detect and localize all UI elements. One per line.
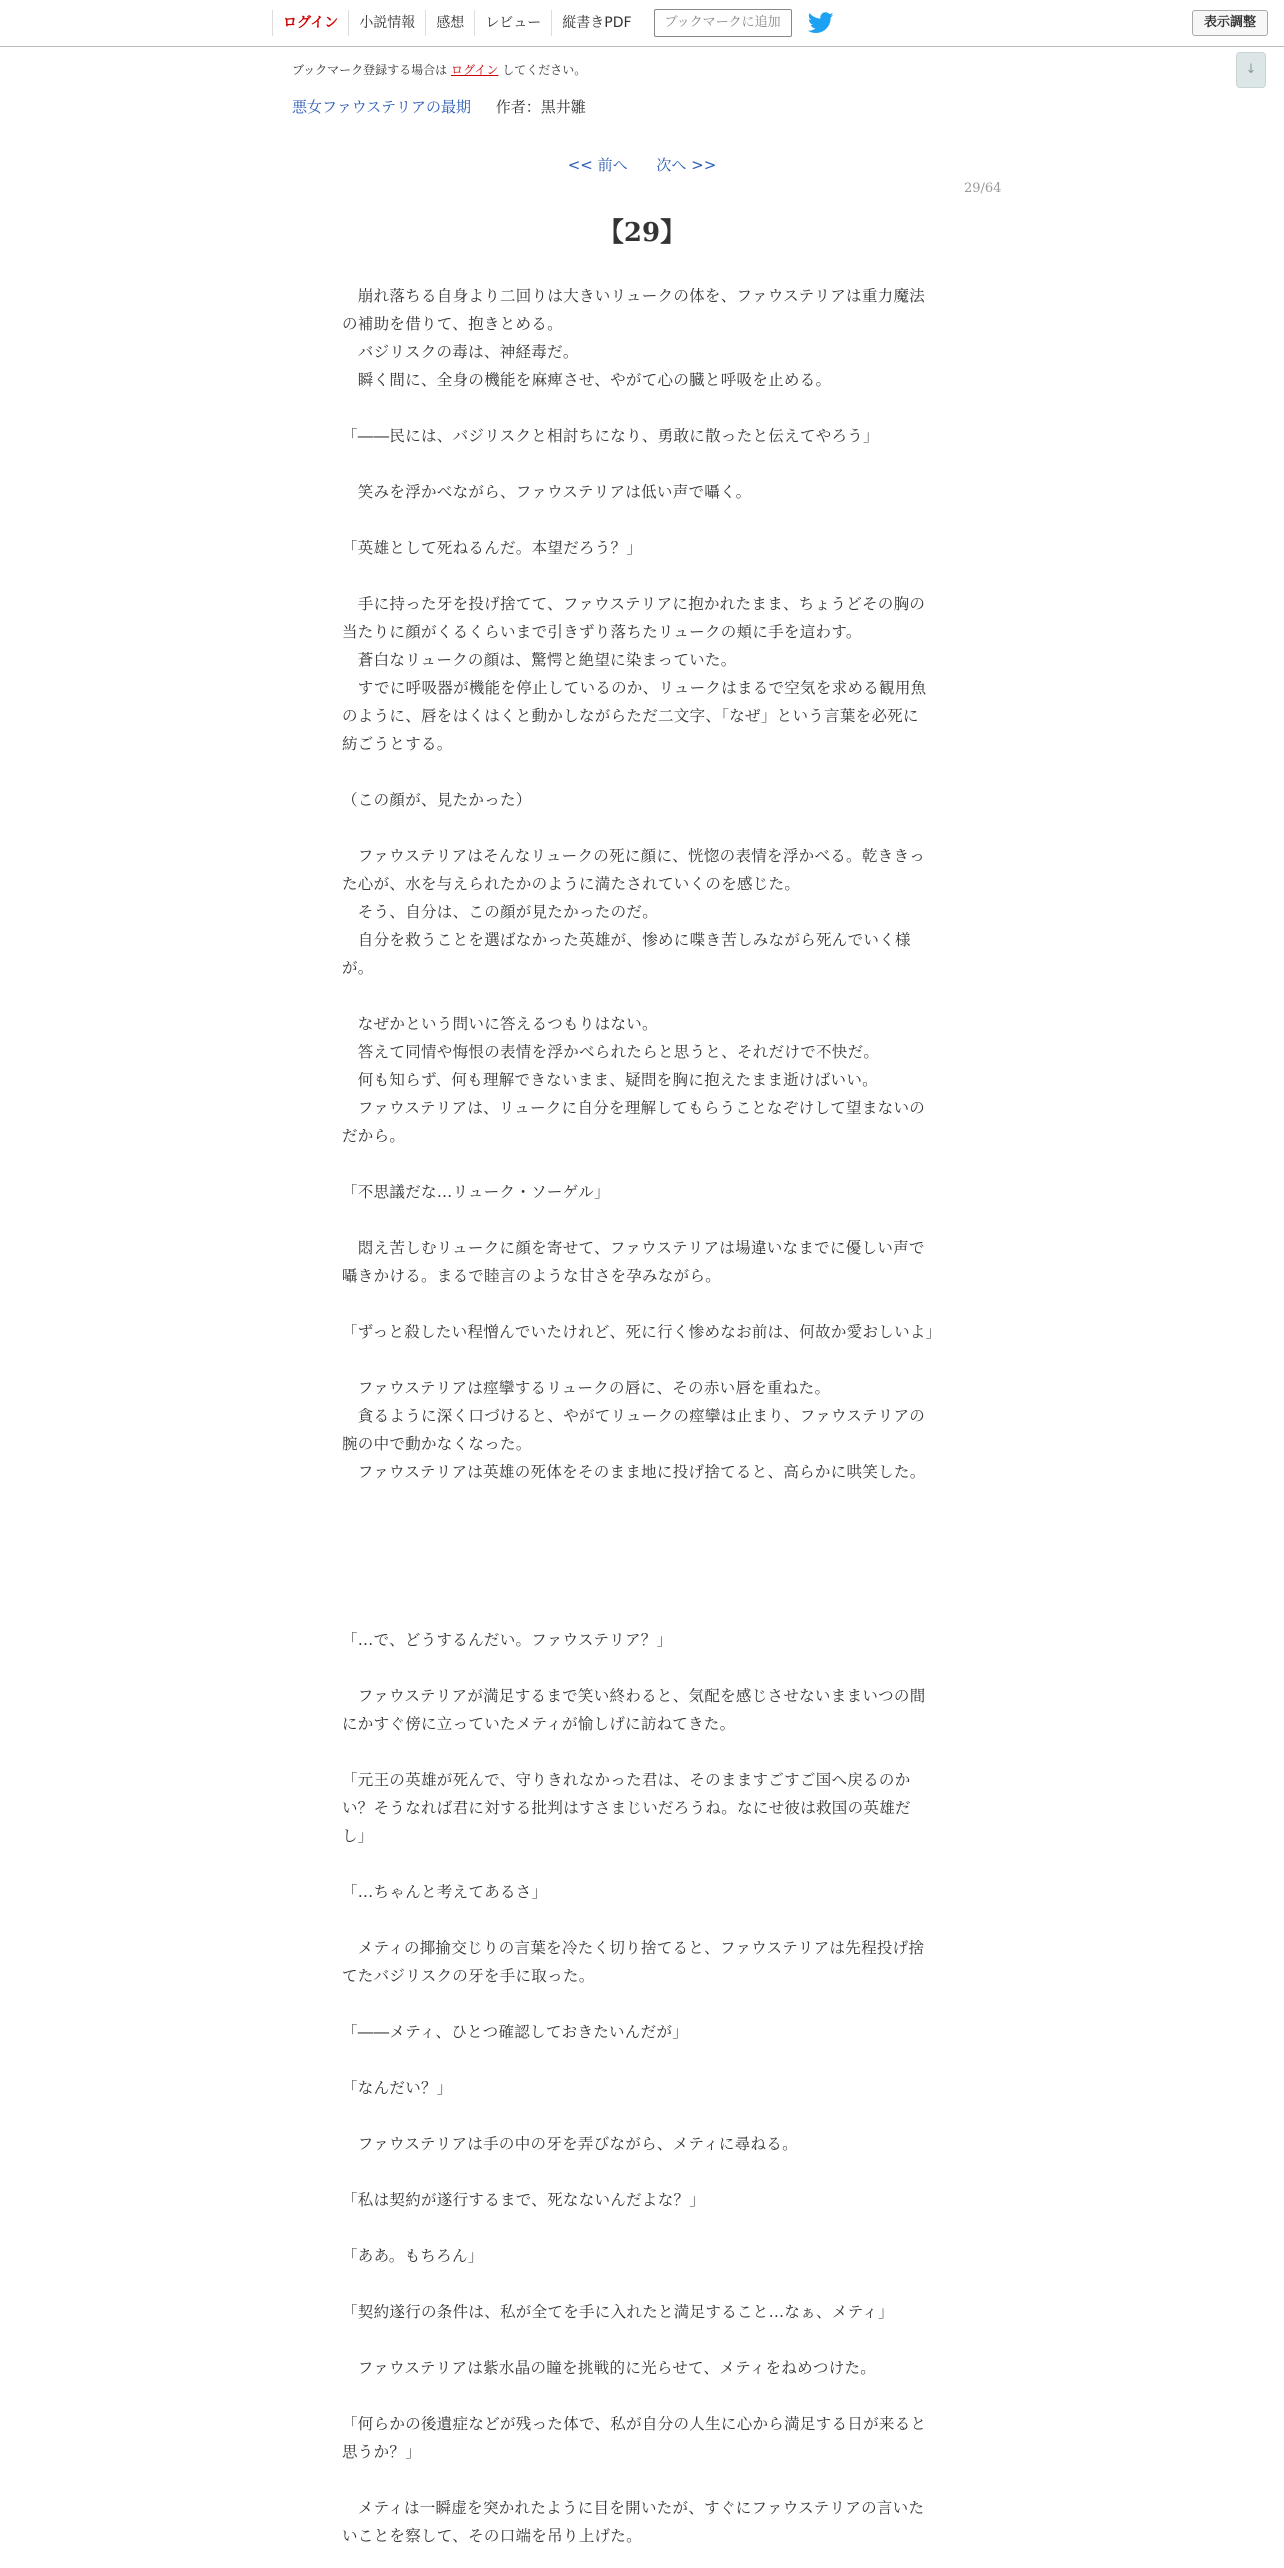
notice-login-link[interactable]: ログイン (451, 63, 499, 77)
blank-line (342, 982, 934, 1010)
blank-line (342, 1290, 934, 1318)
blank-line (342, 1654, 934, 1682)
text-paragraph: なぜかという問いに答えるつもりはない。 (342, 1015, 658, 1033)
notice-prefix: ブックマーク登録する場合は (292, 63, 448, 77)
blank-line (342, 1542, 934, 1570)
notice-suffix: してください。 (502, 63, 587, 77)
text-paragraph: 「…ちゃんと考えてあるさ」 (342, 1883, 548, 1901)
text-paragraph: ファウステリアは紫水晶の瞳を挑戦的に光らせて、メティをねめつけた。 (342, 2359, 877, 2377)
nav-impressions-link[interactable]: 感想 (425, 10, 474, 36)
text-paragraph: 何も知らず、何も理解できないまま、疑問を胸に抱えたまま逝けばいい。 (342, 1071, 878, 1089)
prev-chapter-link[interactable]: << 前へ (567, 156, 628, 174)
text-paragraph: ファウステリアは手の中の牙を弄びながら、メティに尋ねる。 (342, 2135, 798, 2153)
text-paragraph: 「…で、どうするんだい。ファウステリア？」 (342, 1631, 673, 1649)
author-name: 作者：黒井雛 (495, 98, 586, 116)
blank-line (342, 2326, 934, 2354)
text-paragraph: 貪るように深く口づけると、やがてリュークの痙攣は止まり、ファウステリアの腕の中で動かなくなった。 (342, 1407, 926, 1453)
text-paragraph: 「――メティ、ひとつ確認しておきたいんだが」 (342, 2023, 689, 2041)
text-paragraph: ファウステリアは痙攣するリュークの唇に、その赤い唇を重ねた。 (342, 1379, 831, 1397)
next-chapter-link[interactable]: 次へ >> (656, 156, 717, 174)
text-paragraph: 瞬く間に、全身の機能を麻痺させ、やがて心の臓と呼吸を止める。 (342, 371, 832, 389)
text-paragraph: メティは一瞬虚を突かれたように目を開いたが、すぐにファウステリアの言いたいことを察して、その口端を吊り上げた。 (342, 2499, 925, 2545)
blank-line (342, 562, 934, 590)
blank-line (342, 1738, 934, 1766)
text-paragraph: （この顔が、見たかった） (342, 791, 532, 809)
text-paragraph: 答えて同情や悔恨の表情を浮かべられたらと思うと、それだけで不快だ。 (342, 1043, 880, 1061)
blank-line (342, 2466, 934, 2494)
blank-line (342, 2214, 934, 2242)
blank-line (342, 1486, 934, 1514)
text-paragraph: 「なんだい？」 (342, 2079, 453, 2097)
text-paragraph: ファウステリアは英雄の死体をそのまま地に投げ捨てると、高らかに哄笑した。 (342, 1463, 926, 1481)
chapter-pager (0, 154, 1284, 175)
text-paragraph: 「私は契約が遂行するまで、死なないんだよな？」 (342, 2191, 706, 2209)
novel-header (292, 96, 586, 117)
text-paragraph: そう、自分は、この顔が見たかったのだ。 (342, 903, 659, 921)
text-paragraph: 「何らかの後遺症などが残った体で、私が自分の人生に心から満足する日が来ると思うか？」 (342, 2415, 927, 2461)
blank-line (342, 2046, 934, 2074)
blank-line (342, 1514, 934, 1542)
blank-line (342, 2382, 934, 2410)
text-paragraph: 「契約遂行の条件は、私が全てを手に入れたと満足すること…なぁ、メティ」 (342, 2303, 894, 2321)
text-paragraph: バジリスクの毒は、神経毒だ。 (342, 343, 579, 361)
blank-line (342, 758, 934, 786)
blank-line (342, 1150, 934, 1178)
chapter-body (342, 282, 942, 2550)
text-paragraph: 「――民には、バジリスクと相討ちになり、勇敢に散ったと伝えてやろう」 (342, 427, 879, 445)
text-paragraph: 崩れ落ちる自身より二回りは大きいリュークの体を、ファウステリアは重力魔法の補助を借りて、抱きとめる。 (342, 287, 926, 333)
nav-login-link[interactable]: ログイン (272, 10, 348, 36)
display-settings-button[interactable]: 表示調整 (1192, 10, 1268, 36)
blank-line (342, 394, 934, 422)
twitter-icon[interactable] (808, 12, 834, 34)
add-bookmark-button[interactable]: ブックマークに追加 (654, 9, 792, 37)
nav-novel-info-link[interactable]: 小説情報 (348, 10, 425, 36)
text-paragraph: メティの揶揄交じりの言葉を冷たく切り捨てると、ファウステリアは先程投げ捨てたバジリスクの牙を手に取った。 (342, 1939, 925, 1985)
chapter-counter: 29/64 (964, 181, 1002, 196)
text-paragraph: 悶え苦しむリュークに顔を寄せて、ファウステリアは場違いなまでに優しい声で囁きかける。まるで睦言のような甘さを孕みながら。 (342, 1239, 925, 1285)
blank-line (342, 1850, 934, 1878)
blank-line (342, 1906, 934, 1934)
text-paragraph: 蒼白なリュークの顔は、驚愕と絶望に染まっていた。 (342, 651, 737, 669)
top-navbar (0, 0, 1284, 47)
blank-line (342, 2158, 934, 2186)
nav-menu (272, 0, 834, 46)
scroll-down-icon[interactable]: ↓ (1236, 52, 1266, 88)
text-paragraph: ファウステリアはそんなリュークの死に顔に、恍惚の表情を浮かべる。乾ききった心が、水を与えられたかのように満たされていくのを感じた。 (342, 847, 926, 893)
blank-line (342, 1570, 934, 1598)
text-paragraph: 「英雄として死ねるんだ。本望だろう？」 (342, 539, 643, 557)
text-paragraph: 「元王の英雄が死んで、守りきれなかった君は、そのまますごすご国へ戻るのかい？そうなれば君に対する批判はすさまじいだろうね。なにせ彼は救国の英雄だし」 (342, 1771, 911, 1845)
text-paragraph: 「ああ。もちろん」 (342, 2247, 484, 2265)
blank-line (342, 1990, 934, 2018)
text-paragraph: 笑みを浮かべながら、ファウステリアは低い声で囁く。 (342, 483, 752, 501)
blank-line (342, 1206, 934, 1234)
blank-line (342, 814, 934, 842)
nav-vertical-pdf-link[interactable]: 縦書きPDF (551, 10, 641, 36)
bookmark-login-notice (292, 61, 586, 78)
blank-line (342, 1598, 934, 1626)
text-paragraph: 自分を救うことを選ばなかった英雄が、惨めに喋き苦しみながら死んでいく様が。 (342, 931, 911, 977)
blank-line (342, 2270, 934, 2298)
nav-review-link[interactable]: レビュー (474, 10, 551, 36)
blank-line (342, 1346, 934, 1374)
text-paragraph: 「ずっと殺したい程憎んでいたけれど、死に行く惨めなお前は、何故か愛おしいよ」 (342, 1323, 942, 1341)
novel-title-link[interactable]: 悪女ファウステリアの最期 (292, 98, 471, 116)
chapter-title: 【29】 (597, 218, 687, 248)
text-paragraph: 「不思議だな…リューク・ソーゲル」 (342, 1183, 610, 1201)
text-paragraph: すでに呼吸器が機能を停止しているのか、リュークはまるで空気を求める観用魚のように、唇をはくはくと動かしながらただ二文字、「なぜ」という言葉を必死に紡ごうとする。 (342, 679, 927, 753)
blank-line (342, 450, 934, 478)
blank-line (342, 506, 934, 534)
text-paragraph: ファウステリアは、リュークに自分を理解してもらうことなぞけして望まないのだから。 (342, 1099, 926, 1145)
text-paragraph: ファウステリアが満足するまで笑い終わると、気配を感じさせないままいつの間にかすぐ傍に立っていたメティが愉しげに訪ねてきた。 (342, 1687, 926, 1733)
blank-line (342, 2102, 934, 2130)
text-paragraph: 手に持った牙を投げ捨てて、ファウステリアに抱かれたまま、ちょうどその胸の当たりに顔がくるくらいまで引きずり落ちたリュークの頬に手を這わす。 (342, 595, 926, 641)
